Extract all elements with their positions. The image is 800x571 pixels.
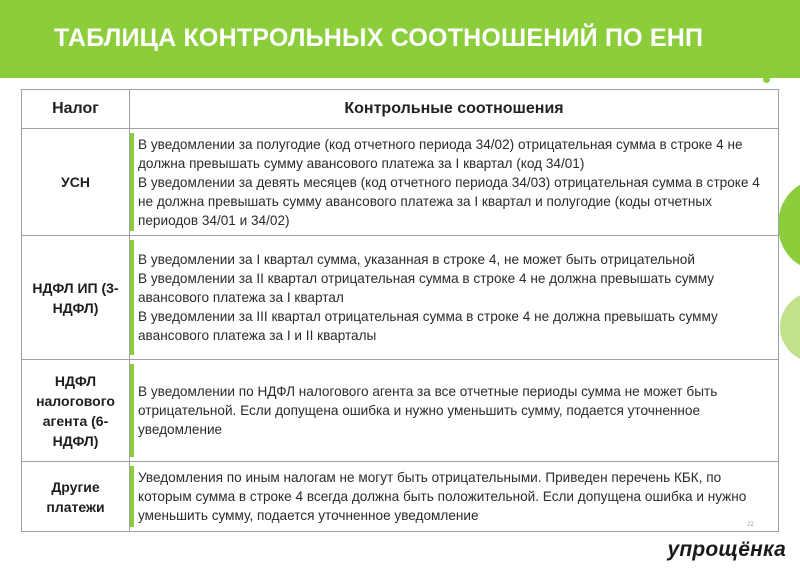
tax-name: НДФЛ ИП (3-НДФЛ) [22,236,130,360]
table-header-row [22,90,779,129]
ratio-description [130,462,779,532]
ratio-description [130,360,779,462]
ratio-line: В уведомлении за полугодие (код отчетного периода 34/02) отрицательная сумма в строке 4 не должна превышать сумму авансового платежа за I квартал (код 34/01) [138,136,743,171]
control-ratios-table [21,89,779,532]
header-tax: Налог [22,90,130,129]
ratio-line: В уведомлении за I квартал сумма, указанная в строке 4, не может быть отрицательной [138,252,695,267]
header-control-ratios: Контрольные соотношения [130,90,779,129]
brand-logo: упрощёнка [667,538,786,561]
ratio-line: В уведомлении по НДФЛ налогового агента за все отчетные периоды сумма не может быть отрицательной. Если допущена ошибка и нужно уменьшить сумму, подается уточненное уведомление [138,384,718,437]
ratio-line: В уведомлении за II квартал отрицательная сумма в строке 4 не должна превышать сумму авансового платежа за I квартал [138,271,715,305]
page-title: ТАБЛИЦА КОНТРОЛЬНЫХ СООТНОШЕНИЙ ПО ЕНП [54,23,704,52]
tax-name: УСН [22,129,130,236]
decorative-circle-light [780,292,800,362]
ratio-description [130,129,779,236]
tax-name: Другие платежи [22,462,130,532]
decorative-dot [763,76,770,83]
ratio-description [130,236,779,360]
page-number: 22 [747,522,754,528]
table-row-ndfl-agent [22,360,779,462]
table-row-usn [22,129,779,236]
ratio-line: В уведомлении за III квартал отрицательная сумма в строке 4 не должна превышать сумму авансового платежа за I и II кварталы [138,309,718,343]
tax-name: НДФЛ налогового агента (6-НДФЛ) [22,360,130,462]
header-banner [0,0,800,78]
decorative-circle-dark [778,180,800,270]
table-row-other-payments [22,462,779,532]
table-row-ndfl-ip [22,236,779,360]
ratio-line: В уведомлении за девять месяцев (код отчетного периода 34/03) отрицательная сумма в строке 4 не должна превышать сумму авансового платежа за I квартал и полугодие (коды отчетных периодов 34/01 и 34/02) [138,174,760,228]
ratio-line: Уведомления по иным налогам не могут быть отрицательными. Приведен перечень КБК, по которым сумма в строке 4 всегда должна быть положительной. Если допущена ошибка и нужно уменьшить сумму, подается уточненное уведомление [138,470,747,523]
